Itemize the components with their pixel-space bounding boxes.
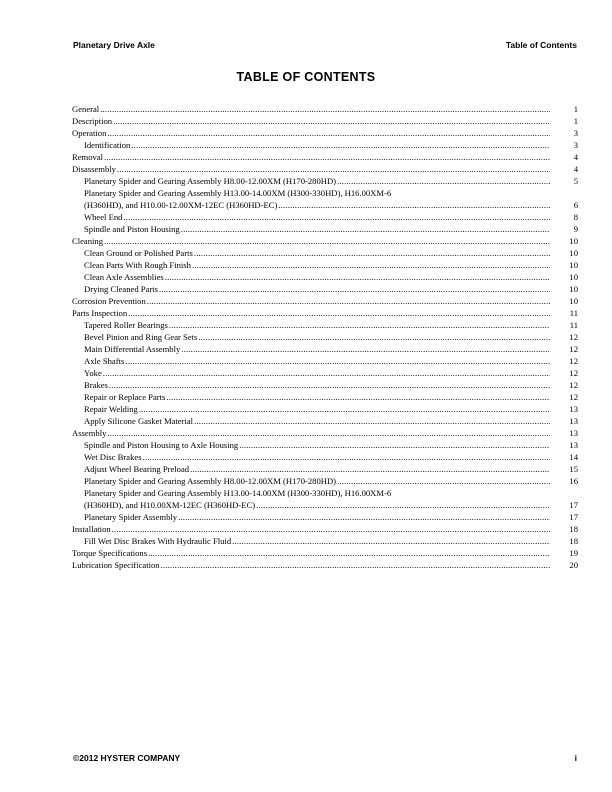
dot-leader	[178, 511, 550, 523]
toc-entry-page-number: 9	[573, 224, 578, 234]
toc-subentry[interactable]	[72, 139, 578, 151]
toc-subentry[interactable]	[72, 247, 578, 259]
dot-leader	[190, 463, 550, 475]
footer-page-number: i	[574, 753, 577, 763]
toc-entry-label: Spindle and Piston Housing to Axle Housing	[84, 440, 239, 450]
toc-entry-page-number: 5	[573, 176, 578, 186]
dot-leader	[103, 367, 550, 379]
dot-leader	[107, 127, 550, 139]
toc-subentry[interactable]	[72, 403, 578, 415]
toc-subentry[interactable]	[72, 259, 578, 271]
toc-entry[interactable]	[72, 235, 578, 247]
toc-entry-page-number: 1	[573, 116, 578, 126]
toc-entry-page-number: 10	[569, 260, 578, 270]
dot-leader	[337, 475, 550, 487]
toc-entry-page-number: 12	[569, 344, 578, 354]
toc-entry-page-number: 12	[569, 368, 578, 378]
toc-entry-page-number: 12	[569, 332, 578, 342]
toc-entry-page-number: 10	[569, 248, 578, 258]
toc-entry-page-number: 10	[569, 236, 578, 246]
toc-entry-label: Clean Ground or Polished Parts	[84, 248, 193, 258]
toc-entry-label: Brakes	[84, 380, 108, 390]
toc-subentry[interactable]	[72, 319, 578, 331]
toc-entry-label: Parts Inspection	[72, 308, 128, 318]
toc-subentry[interactable]	[72, 535, 578, 547]
toc-entry-label: Torque Specifications	[72, 548, 148, 558]
toc-entry-page-number: 11	[569, 320, 578, 330]
dot-leader	[232, 535, 550, 547]
toc-entry-label: General	[72, 104, 100, 114]
toc-entry-label: Apply Silicone Gasket Material	[84, 416, 194, 426]
toc-entry-label: Disassembly	[72, 164, 116, 174]
toc-entry[interactable]	[72, 559, 578, 571]
toc-entry-page-number: 13	[569, 416, 578, 426]
toc-subentry[interactable]	[72, 379, 578, 391]
toc-subentry[interactable]	[72, 331, 578, 343]
toc-entry-page-number: 13	[569, 404, 578, 414]
dot-leader	[198, 331, 550, 343]
dot-leader	[278, 199, 550, 211]
toc-entry-page-number: 19	[569, 548, 578, 558]
toc-entry-label: Wet Disc Brakes	[84, 452, 142, 462]
toc-entry-label: Drying Cleaned Parts	[84, 284, 158, 294]
toc-entry-page-number: 12	[569, 356, 578, 366]
toc-entry-page-number: 20	[569, 560, 578, 570]
dot-leader	[139, 403, 550, 415]
dot-leader	[128, 307, 550, 319]
toc-entry-label: Corrosion Prevention	[72, 296, 146, 306]
toc-entry-label: Tapered Roller Bearings	[84, 320, 168, 330]
toc-entry-page-number: 3	[573, 140, 578, 150]
dot-leader	[123, 211, 550, 223]
toc-entry-page-number: 12	[569, 392, 578, 402]
dot-leader	[256, 499, 550, 511]
toc-subentry[interactable]	[72, 415, 578, 427]
dot-leader	[239, 439, 550, 451]
dot-leader	[159, 283, 550, 295]
toc-entry-label: Assembly	[72, 428, 107, 438]
toc-subentry[interactable]	[72, 451, 578, 463]
toc-entry-label: Identification	[84, 140, 131, 150]
toc-entry[interactable]	[72, 127, 578, 139]
toc-entry[interactable]	[72, 295, 578, 307]
toc-entry-label: Planetary Spider and Gearing Assembly H8.00-12.00XM (H170-280HD)	[84, 476, 337, 486]
toc-entry-page-number: 10	[569, 284, 578, 294]
toc-entry-label: Spindle and Piston Housing	[84, 224, 180, 234]
toc-entry-page-number: 16	[569, 476, 578, 486]
toc-entry-page-number: 13	[569, 440, 578, 450]
toc-entry-page-number: 1	[573, 104, 578, 114]
toc-entry-page-number: 10	[569, 296, 578, 306]
toc-entry-label: Clean Parts With Rough Finish	[84, 260, 191, 270]
dot-leader	[109, 379, 550, 391]
toc-subentry[interactable]	[72, 271, 578, 283]
toc-subentry[interactable]	[72, 175, 578, 187]
toc-entry-page-number: 6	[573, 200, 578, 210]
dot-leader	[113, 115, 550, 127]
toc-entry-label: Repair or Replace Parts	[84, 392, 166, 402]
toc-entry-label: Planetary Spider Assembly	[84, 512, 178, 522]
toc-entry-label: Installation	[72, 524, 111, 534]
toc-entry-page-number: 11	[569, 308, 578, 318]
toc-entry-page-number: 8	[573, 212, 578, 222]
toc-entry-label: Yoke	[84, 368, 102, 378]
toc-entry[interactable]	[72, 307, 578, 319]
toc-entry-page-number: 3	[573, 128, 578, 138]
toc-entry-page-number: 4	[573, 164, 578, 174]
toc-subentry[interactable]	[72, 343, 578, 355]
toc-subentry[interactable]	[72, 367, 578, 379]
dot-leader	[166, 391, 550, 403]
toc-entry[interactable]	[72, 547, 578, 559]
toc-entry-label: Main Differential Assembly	[84, 344, 181, 354]
toc-entry-label: Adjust Wheel Bearing Preload	[84, 464, 190, 474]
toc-entry-page-number: 18	[569, 524, 578, 534]
dot-leader	[192, 259, 550, 271]
dot-leader	[104, 151, 550, 163]
toc-subentry[interactable]	[72, 211, 578, 223]
toc-subentry[interactable]	[72, 391, 578, 403]
dot-leader	[125, 355, 550, 367]
toc-entry-label: Removal	[72, 152, 104, 162]
header-document-title: Planetary Drive Axle	[73, 40, 155, 50]
toc-entry-label: Fill Wet Disc Brakes With Hydraulic Fluid	[84, 536, 232, 546]
toc-subentry[interactable]	[72, 463, 578, 475]
toc-entry-label: Wheel End	[84, 212, 123, 222]
toc-entry-label: (H360HD), and H10.00-12.00XM-12EC (H360HD-EC)	[84, 200, 278, 210]
dot-leader	[104, 235, 550, 247]
toc-entry[interactable]	[72, 163, 578, 175]
toc-entry-page-number: 13	[569, 428, 578, 438]
toc-entry-label: Clean Axle Assemblies	[84, 272, 164, 282]
toc-entry-page-number: 10	[569, 272, 578, 282]
dot-leader	[131, 139, 550, 151]
footer-copyright: ©2012 HYSTER COMPANY	[73, 753, 181, 763]
dot-leader	[117, 163, 550, 175]
dot-leader	[112, 523, 550, 535]
toc-entry[interactable]	[72, 103, 578, 115]
page-title: TABLE OF CONTENTS	[236, 70, 376, 84]
toc-entry-label: Repair Welding	[84, 404, 138, 414]
dot-leader	[194, 247, 550, 259]
header-section-title: Table of Contents	[505, 40, 577, 50]
dot-leader	[337, 175, 550, 187]
toc-entry-page-number: 14	[569, 452, 578, 462]
dot-leader	[165, 271, 550, 283]
table-of-contents	[72, 103, 578, 571]
toc-subentry[interactable]	[72, 439, 578, 451]
toc-entry-label: Description	[72, 116, 113, 126]
toc-entry-page-number: 12	[569, 380, 578, 390]
toc-entry-label: Operation	[72, 128, 107, 138]
toc-entry[interactable]	[72, 115, 578, 127]
toc-entry-page-number: 17	[569, 500, 578, 510]
dot-leader	[194, 415, 550, 427]
toc-entry[interactable]	[72, 427, 578, 439]
toc-subentry[interactable]	[72, 223, 578, 235]
toc-entry-page-number: 15	[569, 464, 578, 474]
toc-entry-page-number: 18	[569, 536, 578, 546]
toc-entry-label: (H360HD), and H10.00XM-12EC (H360HD-EC)	[84, 500, 256, 510]
toc-entry[interactable]	[72, 151, 578, 163]
toc-entry[interactable]	[72, 523, 578, 535]
dot-leader	[169, 319, 550, 331]
dot-leader	[107, 427, 550, 439]
toc-subentry[interactable]	[72, 283, 578, 295]
toc-entry-label: Bevel Pinion and Ring Gear Sets	[84, 332, 198, 342]
dot-leader	[181, 223, 550, 235]
toc-subentry[interactable]	[72, 475, 578, 487]
toc-entry-label: Lubrication Specification	[72, 560, 160, 570]
toc-entry-first-line[interactable]: Planetary Spider and Gearing Assembly H13.00-14.00XM (H300-330HD), H16.00XM-6	[84, 188, 392, 198]
toc-entry-label: Planetary Spider and Gearing Assembly H8.00-12.00XM (H170-280HD)	[84, 176, 337, 186]
toc-subentry[interactable]	[72, 199, 578, 211]
dot-leader	[161, 559, 550, 571]
dot-leader	[181, 343, 550, 355]
toc-entry-page-number: 17	[569, 512, 578, 522]
toc-subentry[interactable]	[72, 499, 578, 511]
dot-leader	[147, 295, 550, 307]
dot-leader	[143, 451, 550, 463]
toc-subentry[interactable]	[72, 355, 578, 367]
dot-leader	[100, 103, 550, 115]
toc-subentry[interactable]	[72, 511, 578, 523]
toc-entry-label: Axle Shafts	[84, 356, 125, 366]
dot-leader	[148, 547, 550, 559]
toc-entry-first-line[interactable]: Planetary Spider and Gearing Assembly H13.00-14.00XM (H300-330HD), H16.00XM-6	[84, 488, 392, 498]
toc-entry-label: Cleaning	[72, 236, 104, 246]
toc-entry-page-number: 4	[573, 152, 578, 162]
